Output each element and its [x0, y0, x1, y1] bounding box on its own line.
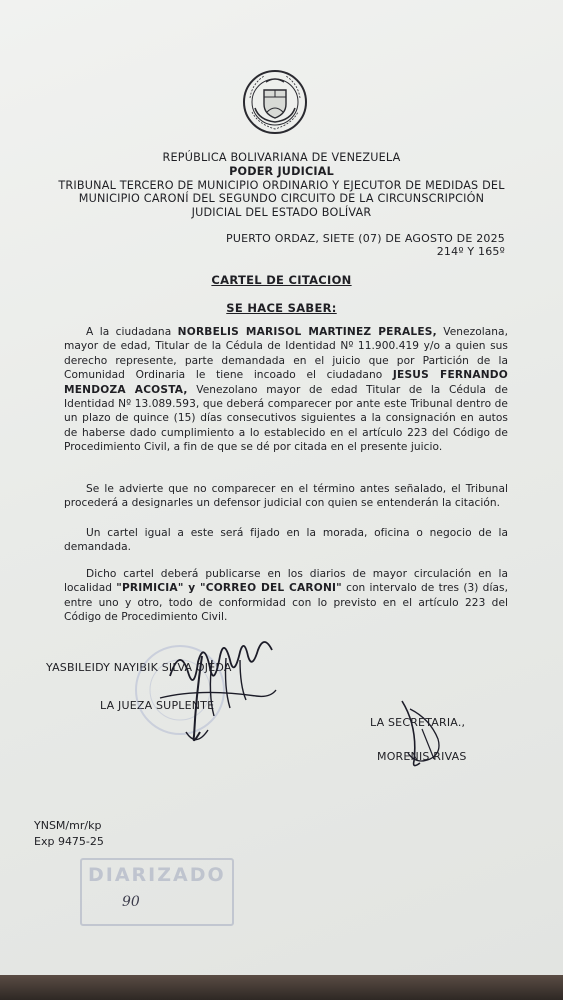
coat-of-arms-seal-icon	[242, 68, 308, 136]
document-title: CARTEL DE CITACION	[211, 273, 352, 287]
table-surface	[0, 975, 563, 1000]
plaintiff-name: JESUS FERNANDO MENDOZA ACOSTA,	[64, 369, 509, 396]
stamp-label: DIARIZADO	[88, 864, 226, 886]
file-number: Exp 9475-25	[34, 835, 104, 848]
header-court-line-2: MUNICIPIO CARONÍ DEL SEGUNDO CIRCUITO DE LA CIRCUNSCRIPCIÓN	[78, 192, 485, 205]
diarizado-stamp	[80, 858, 234, 926]
header-court-line-1: TRIBUNAL TERCERO DE MUNICIPIO ORDINARIO Y EJECUTOR DE MEDIDAS DEL	[58, 179, 505, 192]
paragraph-publication: Dicho cartel deberá publicarse en los diarios de mayor circulación en la localidad "PRIMICIA" y "CORREO DEL CARONI" con intervalo de tres (3) días, entre uno y otro, todo de conformidad con lo previsto en el artículo 223 del Código de Procedimiento Civil.	[64, 568, 508, 624]
document-date: PUERTO ORDAZ, SIETE (07) DE AGOSTO DE 2025	[225, 232, 505, 245]
judge-title: LA JUEZA SUPLENTE	[100, 699, 215, 712]
newspaper-names: "PRIMICIA" y "CORREO DEL CARONI"	[116, 582, 342, 595]
paragraph-posting: Un cartel igual a este será fijado en la morada, oficina o negocio de la demandada.	[64, 527, 508, 554]
court-seal-stamp-icon	[130, 640, 230, 740]
secretary-title: LA SECRETARIA.,	[370, 716, 466, 729]
header-court-line-3: JUDICIAL DEL ESTADO BOLÍVAR	[191, 206, 372, 219]
paragraph-warning: Se le advierte que no comparecer en el término antes señalado, el Tribunal procederá a designarles un defensor judicial con quien se entenderán la citación.	[64, 483, 508, 510]
stamp-number: 90	[122, 894, 140, 910]
judge-signature-icon	[150, 636, 285, 756]
reference-initials: YNSM/mr/kp	[34, 819, 102, 832]
header-country: REPÚBLICA BOLIVARIANA DE VENEZUELA	[162, 151, 401, 164]
document-years: 214º Y 165º	[436, 245, 505, 258]
defendant-name: NORBELIS MARISOL MARTINEZ PERALES,	[177, 326, 437, 338]
secretary-name: MORENIS RIVAS	[377, 750, 467, 763]
judge-name: YASBILEIDY NAYIBIK SILVA OJEDA	[46, 661, 232, 674]
paragraph-citation: A la ciudadana NORBELIS MARISOL MARTINEZ PERALES, Venezolana, mayor de edad, Titular de la Cédula de Identidad Nº 11.900.419 y/o a quien sus derecho represente, parte demandada en el juicio que por Partición de la Comunidad Ordinaria le tiene incoado el ciudadano JESUS FERNANDO MENDOZA ACOSTA, Venezolano mayor de edad Titular de la Cédula de Identidad Nº 13.089.593, que deberá comparecer por ante este Tribunal dentro de un plazo de quince (15) días consecutivos siguientes a la consignación en autos de haberse dado cumplimiento a lo establecido en el artículo 223 del Código de Procedimiento Civil, a fin de que se dé por citada en el presente juicio.	[64, 326, 509, 454]
header-branch: PODER JUDICIAL	[229, 165, 334, 178]
document-subtitle: SE HACE SABER:	[226, 301, 337, 315]
